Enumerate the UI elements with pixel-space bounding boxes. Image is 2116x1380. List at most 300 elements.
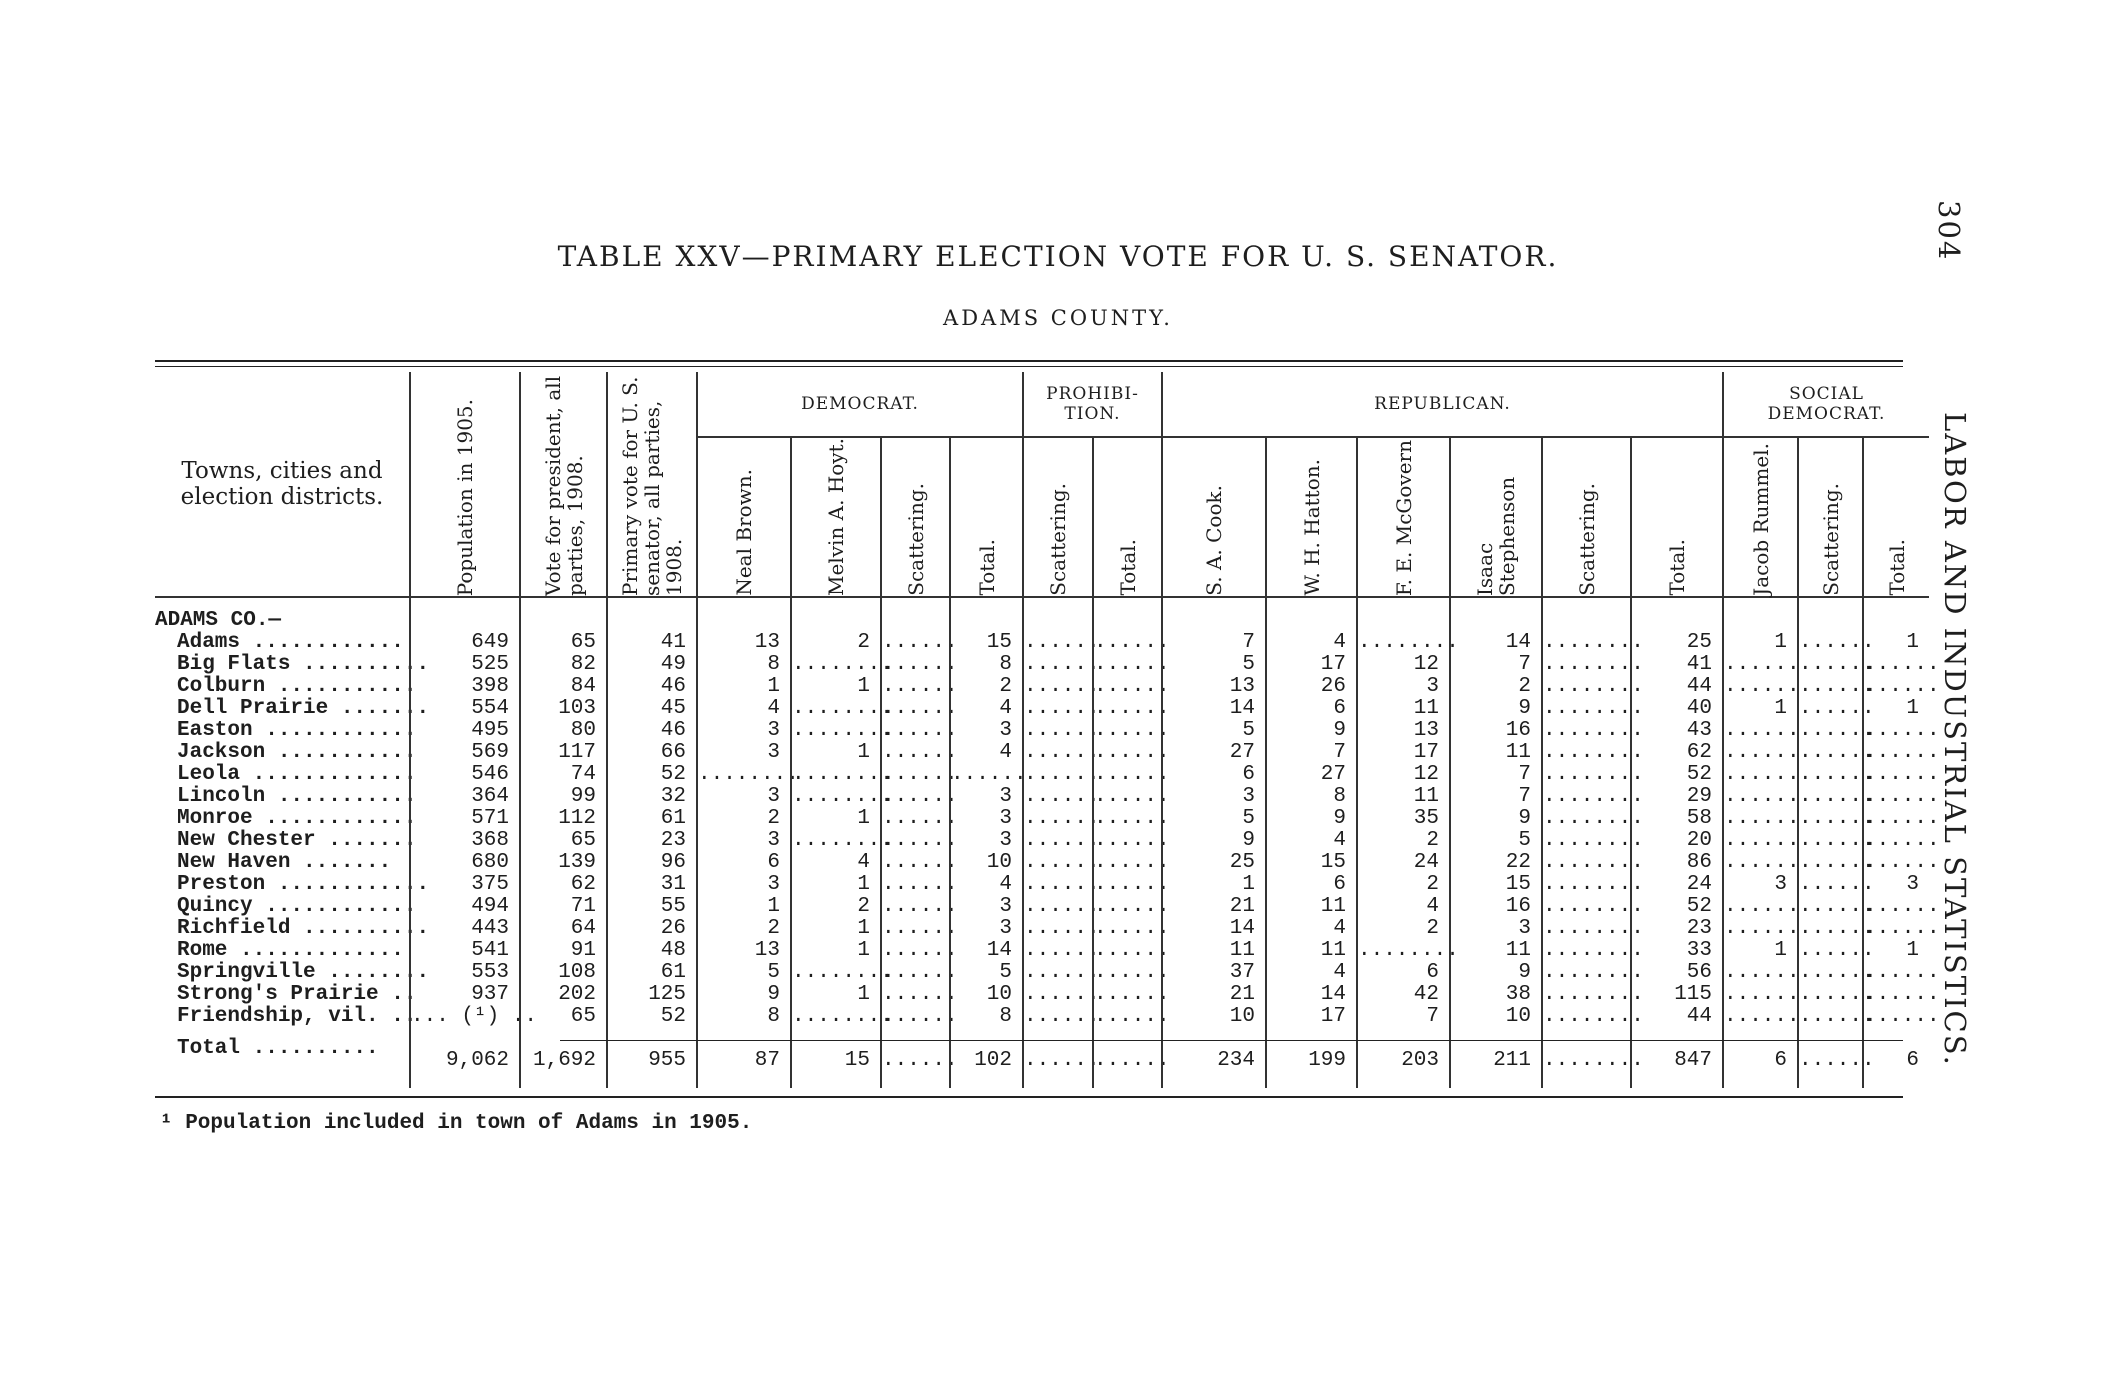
table-cell: ........ [792,697,893,720]
table-cell: ...... [1864,961,1940,984]
table-cell: ...... [1024,939,1100,962]
table-cell: ........ [1543,763,1644,786]
table-cell: 43 [1686,719,1712,742]
table-cell: 5 [1242,807,1255,830]
column-header: Melvin A. Hoyt. [790,438,880,598]
table-cell: 112 [558,807,596,830]
spacer [1267,610,1356,632]
table-cell: ...... [882,917,958,940]
table-cell: ...... [1094,719,1170,742]
table-cell: ...... [1724,719,1800,742]
table-cell: 17 [1320,653,1346,676]
table-cell: 4 [1333,829,1346,852]
table-cell: 25 [1229,851,1255,874]
table-cell: ...... [1724,917,1800,940]
table-cell: 52 [660,763,686,786]
table-cell: 1 [1774,631,1787,654]
table-cell: ........ [1543,829,1644,852]
table-cell: 9 [1333,719,1346,742]
table-cell: 5 [1242,653,1255,676]
table-cell: ...... [1094,741,1170,764]
group-header-prohibition: PROHIBI- TION. [1022,372,1161,438]
table-cell: 14 [1320,983,1346,1006]
data-column [790,598,893,1088]
county-label: ADAMS CO.— [155,609,282,632]
table-cell: 13 [754,631,780,654]
table-cell: ...... [1799,851,1875,874]
table-cell: 86 [1686,851,1712,874]
table-cell: ...... [1864,851,1940,874]
table-cell: ........ [1543,851,1644,874]
table-cell: 8 [767,653,780,676]
table-cell: ...... [1094,675,1170,698]
table-cell: ...... [1799,719,1875,742]
table-cell: 41 [660,631,686,654]
table-cell: ........ [792,829,893,852]
table-cell: 31 [660,873,686,896]
table-cell: 26 [660,917,686,940]
table-cell: ...... [1864,675,1940,698]
total-cell: 203 [1401,1049,1439,1072]
spacer [951,610,1022,632]
table-cell: 96 [660,851,686,874]
total-cell: 955 [648,1049,686,1072]
table-cell: ...... [1024,895,1100,918]
table-cell: 2 [1518,675,1531,698]
table-cell: 494 [471,895,509,918]
table-cell: 202 [558,983,596,1006]
table-cell: 2 [767,917,780,940]
table-cell: 13 [1413,719,1439,742]
table-cell: ...... [1864,917,1940,940]
spacer [1864,610,1929,632]
column-header: W. H. Hatton. [1265,438,1356,598]
spacer [792,610,880,632]
table-cell: 5 [1518,829,1531,852]
table-cell: 4 [1333,631,1346,654]
page-subtitle: ADAMS COUNTY. [943,306,1173,330]
table-cell: 10 [986,983,1012,1006]
table-cell: ...... [1724,675,1800,698]
table-cell: ...... [882,631,958,654]
table-cell: ........ [1543,807,1644,830]
table-cell: 1 [1906,697,1919,720]
row-label: Rome ............. [177,939,404,962]
table-cell: 649 [471,631,509,654]
table-cell: 17 [1320,1005,1346,1028]
spacer [698,610,790,632]
table-cell: 41 [1686,653,1712,676]
table-cell: 1 [1774,697,1787,720]
table-cell: 8 [767,1005,780,1028]
table-cell: ........ [1543,675,1644,698]
table-cell: 11 [1229,939,1255,962]
running-head: LABOR AND INDUSTRIAL STATISTICS. [1938,412,1972,1067]
data-column [696,598,799,1088]
table-cell: 16 [1505,719,1531,742]
row-label: Colburn ........... [177,675,417,698]
table-cell: ...... [882,873,958,896]
table-cell: 9 [1333,807,1346,830]
data-column [949,598,1027,1088]
table-cell: ...... [1024,741,1100,764]
column-header: Neal Brown. [696,438,790,598]
table-bottom-rule [155,1096,1903,1098]
table-cell: 64 [570,917,596,940]
table-cell: 12 [1413,653,1439,676]
table-cell: 11 [1320,895,1346,918]
group-header-republican: REPUBLICAN. [1161,372,1722,438]
table-cell: ........ [1543,697,1644,720]
row-label: Friendship, vil. .. [177,1005,417,1028]
stub-header-text: Towns, cities and election districts. [180,457,384,510]
table-cell: 3 [999,785,1012,808]
table-cell: 23 [660,829,686,852]
spacer [1163,610,1265,632]
table-cell: 15 [986,631,1012,654]
table-cell: 32 [660,785,686,808]
table-cell: 44 [1686,675,1712,698]
table-cell: 3 [767,719,780,742]
column-header: Vote for president, all parties, 1908. [519,372,606,598]
data-column [1541,598,1644,1088]
table-cell: 125 [648,983,686,1006]
total-cell: ...... [1799,1049,1875,1072]
row-label: New Haven ....... [177,851,392,874]
table-cell: 66 [660,741,686,764]
total-cell: 9,062 [445,1049,509,1072]
column-header: Primary vote for U. S. senator, all parties, 1908. [606,372,696,598]
table-cell: 56 [1686,961,1712,984]
table-cell: 37 [1229,961,1255,984]
table-cell: 6 [1333,697,1346,720]
spacer [1799,610,1862,632]
table-cell: ...... [1094,763,1170,786]
row-label: Monroe ............ [177,807,417,830]
table-cell: ...... [882,675,958,698]
spacer [1632,610,1722,632]
table-cell: 14 [986,939,1012,962]
table-cell: 9 [1518,807,1531,830]
table-cell: ... (¹) .. [411,1005,538,1028]
table-cell: 3 [1774,873,1787,896]
table-cell: 1 [1774,939,1787,962]
table-cell: 2 [1426,873,1439,896]
table-cell: 14 [1229,917,1255,940]
table-cell: 2 [1426,829,1439,852]
table-cell: ...... [1024,873,1100,896]
table-cell: 6 [1426,961,1439,984]
table-cell: 1 [857,939,870,962]
total-label: Total .......... [177,1037,379,1060]
table-cell: 29 [1686,785,1712,808]
table-cell: ...... [1094,873,1170,896]
table-cell: 4 [767,697,780,720]
table-cell: 24 [1413,851,1439,874]
data-column [409,598,538,1088]
table-cell: 99 [570,785,596,808]
total-cell: 102 [974,1049,1012,1072]
table-cell: ...... [1024,807,1100,830]
table-cell: 46 [660,719,686,742]
table-cell: 49 [660,653,686,676]
column-header: Scattering. [1797,438,1862,598]
table-cell: ...... [1799,939,1875,962]
spacer [1358,610,1449,632]
data-column [1797,598,1875,1088]
table-cell: ...... [1024,675,1100,698]
spacer [1543,610,1630,632]
table-cell: 4 [1333,917,1346,940]
table-cell: 2 [857,631,870,654]
table-cell: ...... [1094,917,1170,940]
total-cell: 847 [1674,1049,1712,1072]
table-cell: ........ [1543,741,1644,764]
table-cell: 680 [471,851,509,874]
table-cell: ...... [1024,851,1100,874]
table-cell: 2 [1426,917,1439,940]
table-cell: 35 [1413,807,1439,830]
footnote: ¹ Population included in town of Adams in 1905. [160,1112,753,1135]
table-cell: 3 [767,741,780,764]
table-cell: ........ [792,785,893,808]
table-cell: 103 [558,697,596,720]
table-cell: 6 [1333,873,1346,896]
table-cell: ........ [1358,939,1459,962]
column-header: Total. [1630,438,1722,598]
column-header: Population in 1905. [409,372,519,598]
table-cell: 375 [471,873,509,896]
data-column [1356,598,1459,1088]
table-cell: 2 [767,807,780,830]
data-column [519,598,606,1088]
table-cell: 3 [1242,785,1255,808]
row-label: Lincoln ........... [177,785,417,808]
table-cell: ...... [1864,829,1940,852]
row-label: Richfield .......... [177,917,430,940]
total-cell: 1,692 [532,1049,596,1072]
table-cell: 569 [471,741,509,764]
table-cell: ...... [1094,851,1170,874]
table-cell: 7 [1518,763,1531,786]
column-header: Total. [1092,438,1161,598]
table-cell: 1 [1242,873,1255,896]
table-cell: 3 [1426,675,1439,698]
table-cell: ...... [1024,983,1100,1006]
table-cell: ...... [1024,961,1100,984]
table-cell: 10 [1229,1005,1255,1028]
table-cell: 364 [471,785,509,808]
table-cell: ...... [1864,719,1940,742]
table-cell: ...... [1094,653,1170,676]
table-cell: 117 [558,741,596,764]
page-number: 304 [1932,200,1966,262]
table-cell: 2 [999,675,1012,698]
table-cell: 1 [1906,631,1919,654]
table-cell: 52 [1686,895,1712,918]
table-cell: 8 [999,653,1012,676]
table-cell: ...... [882,829,958,852]
table-cell: 21 [1229,895,1255,918]
row-label: Easton ............ [177,719,417,742]
group-header-democrat: DEMOCRAT. [696,372,1022,438]
table-cell: ...... [1864,983,1940,1006]
column-header: Scattering. [1541,438,1630,598]
table-cell: 525 [471,653,509,676]
data-column [1265,598,1356,1088]
data-column [1449,598,1541,1088]
table-cell: ...... [1864,895,1940,918]
total-cell: ........ [1543,1049,1644,1072]
table-cell: 9 [1518,961,1531,984]
table-cell: 25 [1686,631,1712,654]
table-cell: ........ [792,719,893,742]
table-cell: 52 [660,1005,686,1028]
table-cell: 7 [1426,1005,1439,1028]
row-label: New Chester ....... [177,829,417,852]
table-cell: 15 [1505,873,1531,896]
table-cell: ...... [1094,631,1170,654]
table-cell: ...... [1024,785,1100,808]
table-cell: 21 [1229,983,1255,1006]
table-cell: 27 [1320,763,1346,786]
table-cell: 6 [767,851,780,874]
table-cell: 62 [570,873,596,896]
table-cell: ........ [1543,631,1644,654]
table-cell: ...... [882,1005,958,1028]
table-cell: ...... [1024,697,1100,720]
table-cell: ...... [1799,917,1875,940]
table-cell: 3 [999,895,1012,918]
table-cell: 554 [471,697,509,720]
table-cell: 541 [471,939,509,962]
table-cell: 4 [857,851,870,874]
table-cell: ...... [882,983,958,1006]
table-cell: 1 [857,983,870,1006]
table-cell: 61 [660,807,686,830]
table-cell: 1 [857,741,870,764]
table-cell: 115 [1674,983,1712,1006]
table-cell: ...... [1864,785,1940,808]
table-cell: 3 [767,873,780,896]
table-cell: ...... [1094,785,1170,808]
table-cell: 7 [1518,653,1531,676]
table-cell: ...... [1864,653,1940,676]
table-cell: ...... [1799,895,1875,918]
table-cell: ...... [1864,1005,1940,1028]
table-cell: 1 [857,917,870,940]
table-cell: ...... [1094,895,1170,918]
table-cell: ...... [1864,741,1940,764]
total-cell: 6 [1906,1049,1919,1072]
table-cell: ........ [792,763,893,786]
table-cell: 82 [570,653,596,676]
table-cell: ...... [1094,983,1170,1006]
table-cell: 3 [767,829,780,852]
table-cell: ........ [1543,785,1644,808]
table-cell: ...... [1024,917,1100,940]
table-cell: 3 [1518,917,1531,940]
table-cell: 3 [1906,873,1919,896]
total-cell: 199 [1308,1049,1346,1072]
table-cell: ...... [1094,1005,1170,1028]
table-cell: ...... [1024,653,1100,676]
spacer [521,610,606,632]
table-cell: 3 [767,785,780,808]
column-header: Scattering. [1022,438,1092,598]
table-cell: ...... [1799,741,1875,764]
data-column [1161,598,1265,1088]
table-cell: 546 [471,763,509,786]
total-cell: 15 [844,1049,870,1072]
row-label: Preston ............ [177,873,430,896]
table-cell: ...... [1799,763,1875,786]
data-column [606,598,696,1088]
table-cell: ...... [1799,675,1875,698]
table-cell: 14 [1229,697,1255,720]
table-cell: ...... [1799,961,1875,984]
spacer [882,610,949,632]
total-cell: ...... [1024,1049,1100,1072]
table-cell: 2 [857,895,870,918]
table-cell: 74 [570,763,596,786]
total-cell: 87 [754,1049,780,1072]
table-cell: 33 [1686,939,1712,962]
table-cell: 65 [570,631,596,654]
table-cell: 11 [1505,741,1531,764]
total-cell: ...... [882,1049,958,1072]
total-cell: ...... [1094,1049,1170,1072]
data-column [1722,598,1800,1088]
table-cell: 443 [471,917,509,940]
table-cell: 7 [1518,785,1531,808]
data-column [1022,598,1100,1088]
table-cell: ...... [1094,939,1170,962]
table-cell: ........ [1358,631,1459,654]
table-cell: ...... [1864,763,1940,786]
table-cell: 48 [660,939,686,962]
table-cell: 139 [558,851,596,874]
table-cell: 71 [570,895,596,918]
table-cell: 1 [857,873,870,896]
table-cell: 11 [1413,785,1439,808]
spacer [1094,610,1161,632]
table-cell: 9 [767,983,780,1006]
table-cell: ...... [1024,631,1100,654]
table-cell: ........ [1543,1005,1644,1028]
table-cell: 10 [986,851,1012,874]
table-cell: ...... [882,939,958,962]
table-cell: ...... [882,961,958,984]
table-cell: 9 [1518,697,1531,720]
column-header: Total. [1862,438,1929,598]
row-label: Strong's Prairie .. [177,983,417,1006]
column-header: Jacob Rummel. [1722,438,1797,598]
table-cell: ...... [1024,829,1100,852]
table-cell: ...... [1799,829,1875,852]
table-cell: 5 [999,961,1012,984]
table-cell: 55 [660,895,686,918]
table-cell: 84 [570,675,596,698]
table-cell: ...... [1724,653,1800,676]
table-cell: ........ [1543,939,1644,962]
table-cell: 3 [999,719,1012,742]
column-header: Scattering. [880,438,949,598]
table-cell: 80 [570,719,596,742]
table-cell: ...... [1724,829,1800,852]
column-header: S. A. Cook. [1161,438,1265,598]
table-cell: 108 [558,961,596,984]
